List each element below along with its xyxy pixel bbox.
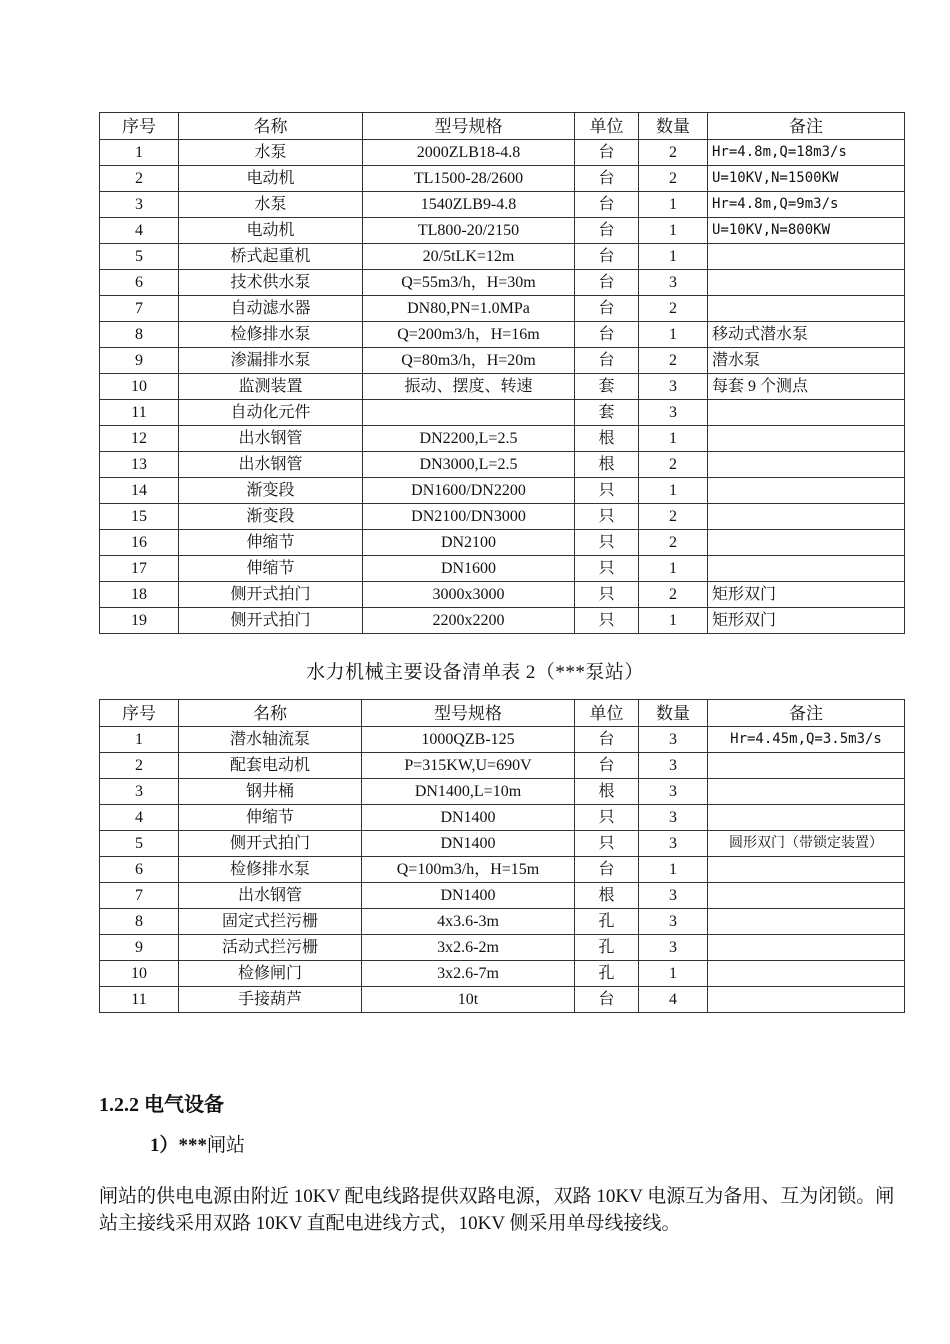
table-cell: 矩形双门: [708, 608, 905, 634]
table-cell: 4: [100, 805, 179, 831]
table-cell: 11: [100, 987, 179, 1013]
table-cell: 2000ZLB18-4.8: [363, 140, 575, 166]
table-cell: 电动机: [179, 218, 363, 244]
table-cell: [708, 504, 905, 530]
table-cell: 台: [575, 322, 639, 348]
table-cell: 出水钢管: [179, 426, 363, 452]
table-cell: 只: [575, 582, 639, 608]
section-heading: 1.2.2 电气设备: [99, 1094, 224, 1116]
table-cell: [708, 296, 905, 322]
table-cell: 1: [639, 608, 708, 634]
table-cell: 只: [575, 556, 639, 582]
table-cell: 出水钢管: [179, 452, 363, 478]
table-row: [100, 909, 905, 935]
table-cell: Q=200m3/h，H=16m: [363, 322, 575, 348]
table-cell: 14: [100, 478, 179, 504]
column-header: 名称: [179, 700, 362, 727]
table-cell: 1: [639, 478, 708, 504]
table-cell: 套: [575, 400, 639, 426]
table-cell: [708, 244, 905, 270]
table-cell: 2: [639, 452, 708, 478]
table-cell: 只: [575, 831, 639, 857]
table-cell: [363, 400, 575, 426]
table-row: [100, 348, 905, 374]
column-header: 单位: [575, 700, 639, 727]
table-cell: 13: [100, 452, 179, 478]
table-row: [100, 296, 905, 322]
table-cell: 3: [639, 831, 708, 857]
table-cell: [708, 426, 905, 452]
table-cell: 根: [575, 452, 639, 478]
table-row: [100, 140, 905, 166]
column-header: 数量: [639, 113, 708, 140]
table-cell: [708, 478, 905, 504]
column-header: 备注: [708, 113, 905, 140]
table-header-row: [100, 700, 905, 727]
column-header: 型号规格: [363, 113, 575, 140]
table-cell: 3: [100, 779, 179, 805]
table-cell: 台: [575, 244, 639, 270]
sub-heading: [150, 1130, 245, 1157]
table-cell: 孔: [575, 961, 639, 987]
table-row: [100, 831, 905, 857]
table-cell: Hr=4.8m,Q=18m3/s: [708, 140, 905, 166]
table-cell: 根: [575, 779, 639, 805]
table-cell: 18: [100, 582, 179, 608]
table-cell: 3: [639, 727, 708, 753]
table-cell: 渐变段: [179, 504, 363, 530]
table-cell: 4: [639, 987, 708, 1013]
table-cell: U=10KV,N=800KW: [708, 218, 905, 244]
table-cell: 自动滤水器: [179, 296, 363, 322]
table-header-row: [100, 113, 905, 140]
table-cell: 只: [575, 504, 639, 530]
table-cell: 16: [100, 530, 179, 556]
column-header: 数量: [639, 700, 708, 727]
table-cell: 10t: [362, 987, 575, 1013]
table-cell: 3: [639, 935, 708, 961]
table-cell: 矩形双门: [708, 582, 905, 608]
table-2-caption: 水力机械主要设备清单表 2（***泵站）: [306, 662, 644, 683]
table-cell: 自动化元件: [179, 400, 363, 426]
table-cell: 4x3.6-3m: [362, 909, 575, 935]
table-cell: 1: [639, 218, 708, 244]
table-cell: 移动式潜水泵: [708, 322, 905, 348]
table-cell: 台: [575, 140, 639, 166]
table-cell: Hr=4.45m,Q=3.5m3/s: [708, 727, 905, 753]
table-cell: DN2100/DN3000: [363, 504, 575, 530]
table-cell: 钢井桶: [179, 779, 362, 805]
table-row: [100, 244, 905, 270]
table-cell: 1: [100, 727, 179, 753]
table-cell: 检修闸门: [179, 961, 362, 987]
table-cell: [708, 753, 905, 779]
table-cell: 2: [639, 504, 708, 530]
table-row: [100, 582, 905, 608]
table-cell: 台: [575, 987, 639, 1013]
column-header: 名称: [179, 113, 363, 140]
table-cell: 8: [100, 322, 179, 348]
table-cell: 19: [100, 608, 179, 634]
sub-heading-number: 1）***: [150, 1135, 208, 1156]
table-row: [100, 530, 905, 556]
table-cell: 潜水泵: [708, 348, 905, 374]
table-cell: 5: [100, 831, 179, 857]
table-row: [100, 166, 905, 192]
table-cell: 台: [575, 727, 639, 753]
table-cell: [708, 909, 905, 935]
table-cell: 2: [639, 582, 708, 608]
table-cell: 3x2.6-7m: [362, 961, 575, 987]
table-cell: 1: [639, 961, 708, 987]
table-cell: TL800-20/2150: [363, 218, 575, 244]
table-cell: 3: [639, 753, 708, 779]
table-cell: 潜水轴流泵: [179, 727, 362, 753]
table-cell: 1: [639, 426, 708, 452]
table-cell: 2: [639, 166, 708, 192]
table-cell: 9: [100, 348, 179, 374]
table-cell: [708, 883, 905, 909]
table-row: [100, 961, 905, 987]
table-cell: [708, 961, 905, 987]
table-cell: 桥式起重机: [179, 244, 363, 270]
table-row: [100, 753, 905, 779]
table-cell: 圆形双门（带锁定装置）: [708, 831, 905, 857]
table-cell: 1: [639, 244, 708, 270]
table-cell: 1: [639, 857, 708, 883]
table-cell: Hr=4.8m,Q=9m3/s: [708, 192, 905, 218]
table-cell: DN1400: [362, 831, 575, 857]
table-cell: [708, 987, 905, 1013]
equipment-table-1: [99, 112, 905, 634]
table-cell: 根: [575, 883, 639, 909]
table-cell: DN3000,L=2.5: [363, 452, 575, 478]
table-row: [100, 727, 905, 753]
table-cell: 12: [100, 426, 179, 452]
table-cell: [708, 530, 905, 556]
table-cell: 3x2.6-2m: [362, 935, 575, 961]
table-cell: 只: [575, 805, 639, 831]
table-cell: 3: [639, 909, 708, 935]
table-cell: 伸缩节: [179, 805, 362, 831]
table-cell: 水泵: [179, 140, 363, 166]
column-header: 单位: [575, 113, 639, 140]
table-cell: 振动、摆度、转速: [363, 374, 575, 400]
table-cell: 台: [575, 270, 639, 296]
table-cell: 伸缩节: [179, 556, 363, 582]
table-row: [100, 987, 905, 1013]
column-header: 型号规格: [362, 700, 575, 727]
table-cell: 台: [575, 348, 639, 374]
equipment-table-2: [99, 699, 905, 1013]
table-row: [100, 805, 905, 831]
table-row: [100, 192, 905, 218]
table-cell: [708, 400, 905, 426]
table-cell: 10: [100, 961, 179, 987]
table-cell: 水泵: [179, 192, 363, 218]
table-cell: DN1400: [362, 805, 575, 831]
table-cell: DN2100: [363, 530, 575, 556]
table-row: [100, 857, 905, 883]
table-cell: 7: [100, 296, 179, 322]
table-cell: 1: [639, 192, 708, 218]
table-cell: 3: [639, 805, 708, 831]
table-cell: 根: [575, 426, 639, 452]
table-cell: 台: [575, 296, 639, 322]
table-cell: U=10KV,N=1500KW: [708, 166, 905, 192]
table-cell: 1: [639, 322, 708, 348]
table-cell: 渗漏排水泵: [179, 348, 363, 374]
table-row: [100, 218, 905, 244]
table-cell: DN1600: [363, 556, 575, 582]
table-cell: 17: [100, 556, 179, 582]
table-cell: 伸缩节: [179, 530, 363, 556]
table-row: [100, 478, 905, 504]
table-cell: 3: [100, 192, 179, 218]
table-cell: Q=80m3/h，H=20m: [363, 348, 575, 374]
table-cell: 套: [575, 374, 639, 400]
table-cell: DN1400,L=10m: [362, 779, 575, 805]
table-cell: 只: [575, 608, 639, 634]
table-cell: 3: [639, 883, 708, 909]
table-cell: 3: [639, 374, 708, 400]
table-cell: 2: [639, 140, 708, 166]
table-cell: 只: [575, 530, 639, 556]
table-cell: P=315KW,U=690V: [362, 753, 575, 779]
table-cell: 台: [575, 192, 639, 218]
table-cell: 1: [100, 140, 179, 166]
table-cell: 6: [100, 270, 179, 296]
table-row: [100, 426, 905, 452]
table-cell: DN80,PN=1.0MPa: [363, 296, 575, 322]
table-cell: 9: [100, 935, 179, 961]
table-cell: [708, 935, 905, 961]
table-cell: 台: [575, 753, 639, 779]
table-cell: [708, 270, 905, 296]
table-cell: 检修排水泵: [179, 857, 362, 883]
sub-heading-title: 闸站: [207, 1135, 246, 1156]
table-cell: 2: [639, 530, 708, 556]
table-cell: 台: [575, 857, 639, 883]
table-cell: 10: [100, 374, 179, 400]
table-cell: 3: [639, 779, 708, 805]
table-cell: [708, 857, 905, 883]
table-cell: 台: [575, 218, 639, 244]
table-cell: 11: [100, 400, 179, 426]
table-cell: 侧开式拍门: [179, 582, 363, 608]
table-cell: 3: [639, 400, 708, 426]
table-row: [100, 935, 905, 961]
table-cell: 渐变段: [179, 478, 363, 504]
table-cell: 2: [639, 348, 708, 374]
table-cell: 1000QZB-125: [362, 727, 575, 753]
table-cell: 监测装置: [179, 374, 363, 400]
table-cell: [708, 452, 905, 478]
table-cell: 5: [100, 244, 179, 270]
table-row: [100, 452, 905, 478]
table-cell: 2200x2200: [363, 608, 575, 634]
table-cell: DN1600/DN2200: [363, 478, 575, 504]
table-cell: Q=55m3/h，H=30m: [363, 270, 575, 296]
table-row: [100, 883, 905, 909]
table-cell: 1540ZLB9-4.8: [363, 192, 575, 218]
table-cell: 台: [575, 166, 639, 192]
table-row: [100, 400, 905, 426]
table-cell: 只: [575, 478, 639, 504]
table-cell: 侧开式拍门: [179, 831, 362, 857]
table-row: [100, 779, 905, 805]
table-row: [100, 556, 905, 582]
table-cell: TL1500-28/2600: [363, 166, 575, 192]
table-cell: 孔: [575, 935, 639, 961]
table-cell: 2: [639, 296, 708, 322]
table-cell: 活动式拦污栅: [179, 935, 362, 961]
table-row: [100, 504, 905, 530]
table-cell: 孔: [575, 909, 639, 935]
column-header: 序号: [100, 700, 179, 727]
table-cell: [708, 556, 905, 582]
column-header: 备注: [708, 700, 905, 727]
table-row: [100, 374, 905, 400]
table-cell: 6: [100, 857, 179, 883]
table-row: [100, 608, 905, 634]
table-cell: 3000x3000: [363, 582, 575, 608]
table-row: [100, 322, 905, 348]
table-cell: 20/5tLK=12m: [363, 244, 575, 270]
table-cell: 技术供水泵: [179, 270, 363, 296]
table-cell: 1: [639, 556, 708, 582]
table-cell: [708, 805, 905, 831]
table-cell: Q=100m3/h，H=15m: [362, 857, 575, 883]
table-cell: 每套 9 个测点: [708, 374, 905, 400]
table-cell: 15: [100, 504, 179, 530]
table-cell: 7: [100, 883, 179, 909]
table-cell: 8: [100, 909, 179, 935]
table-cell: 固定式拦污栅: [179, 909, 362, 935]
table-cell: 电动机: [179, 166, 363, 192]
table-cell: 侧开式拍门: [179, 608, 363, 634]
table-cell: [708, 779, 905, 805]
table-cell: DN2200,L=2.5: [363, 426, 575, 452]
table-row: [100, 270, 905, 296]
table-cell: 配套电动机: [179, 753, 362, 779]
table-cell: 4: [100, 218, 179, 244]
table-cell: 手接葫芦: [179, 987, 362, 1013]
table-cell: 2: [100, 753, 179, 779]
table-cell: 2: [100, 166, 179, 192]
table-cell: 出水钢管: [179, 883, 362, 909]
table-cell: 3: [639, 270, 708, 296]
column-header: 序号: [100, 113, 179, 140]
table-cell: DN1400: [362, 883, 575, 909]
body-paragraph: 闸站的供电电源由附近 10KV 配电线路提供双路电源，双路 10KV 电源互为备用、互为闭锁。闸站主接线采用双路 10KV 直配电进线方式，10KV 侧采用单母线接线。: [99, 1186, 895, 1234]
table-cell: 检修排水泵: [179, 322, 363, 348]
